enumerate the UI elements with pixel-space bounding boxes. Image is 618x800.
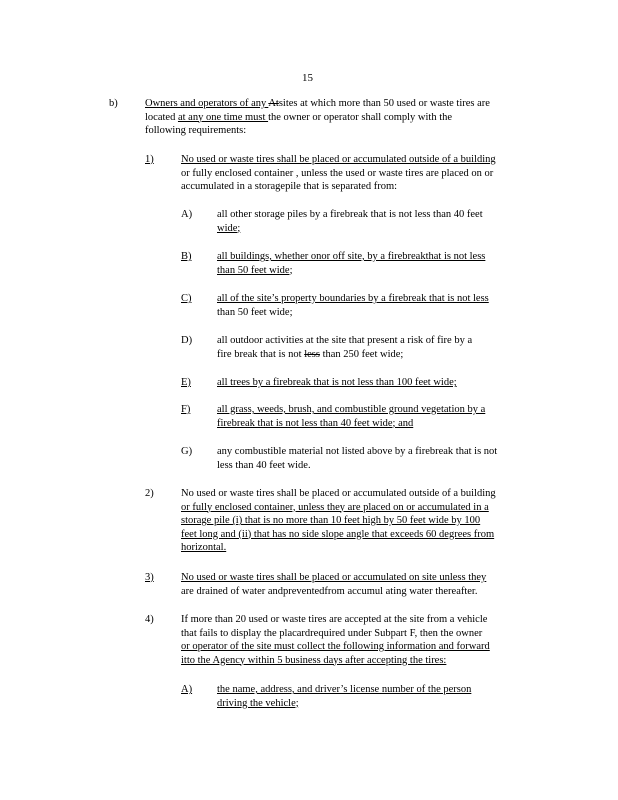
text-segment: sites at which more than 50 used or waste tires are [278, 98, 490, 109]
text-line [181, 487, 538, 501]
subsection-9-label: 3) [145, 572, 154, 583]
subsection-8-label: 2) [145, 488, 154, 499]
text-line [217, 697, 531, 711]
subsection-9-text [181, 571, 538, 598]
text-line [181, 541, 538, 555]
clause-7-text [217, 445, 531, 472]
text-line [217, 445, 531, 459]
clause-5-label: E) [181, 377, 191, 388]
clause-2-text [217, 250, 531, 277]
text-line [217, 292, 531, 306]
text-segment: or fully enclosed container , unless the used or waste tires are placed on or [181, 167, 494, 179]
clause-7-label: G) [181, 446, 193, 457]
clause-5-text [217, 376, 531, 390]
item-b-text [145, 97, 537, 138]
clause-1-label: A) [181, 209, 193, 220]
text-segment: than 50 feet wide; [217, 306, 293, 318]
text-line [181, 571, 538, 585]
inserted-text: all grass, weeds, brush, and combustible ground vegetation by a [217, 404, 486, 415]
text-line [217, 250, 531, 264]
clause-2-label: B) [181, 251, 192, 262]
text-segment: any combustible material not listed above by a firebreak that is not [217, 446, 498, 457]
text-line [217, 683, 531, 697]
subsection-0-label: 1) [145, 154, 154, 165]
text-segment: If more than 20 used or waste tires are accepted at the site from a vehicle [181, 614, 488, 625]
subsection-10-label: 4) [145, 614, 154, 625]
clause-11-label: A) [181, 684, 193, 695]
text-segment: following requirements: [145, 125, 247, 136]
clause-3-label: C) [181, 293, 192, 304]
text-segment: all outdoor activities at the site that present a risk of fire by a [217, 335, 473, 346]
inserted-text: or operator of the site must collect the following information and forward [181, 641, 490, 652]
text-line [181, 654, 538, 668]
text-line [181, 153, 538, 167]
subsection-8-text [181, 487, 538, 555]
inserted-text: driving the vehicle; [217, 697, 299, 709]
text-segment: the owner or operator shall comply with the [268, 111, 453, 123]
subsection-10-text [181, 613, 538, 667]
text-line [217, 417, 531, 431]
text-line [145, 111, 537, 125]
inserted-text: Owners and operators of any [145, 98, 269, 109]
inserted-text: all buildings, whether onor off site, by a firebreakthat is not less [217, 251, 486, 262]
clause-3-text [217, 292, 531, 319]
inserted-text: No used or waste tires shall be placed or accumulated outside of a building [181, 154, 496, 165]
inserted-text: than 50 feet wide; [217, 264, 293, 276]
text-line [181, 501, 538, 515]
text-line [181, 627, 538, 641]
page-number: 15 [302, 72, 313, 84]
inserted-text: the name, address, and driver’s license number of the person [217, 684, 472, 695]
text-line [217, 222, 531, 236]
deleted-text: At [268, 98, 279, 109]
inserted-text: all of the site’s property boundaries by a firebreak that is not less [217, 293, 489, 304]
text-segment: No used or waste tires shall be placed or accumulated outside of a building [181, 488, 496, 499]
text-segment: that fails to display the placardrequired under Subpart F, then the owner [181, 627, 483, 639]
text-line [217, 376, 531, 390]
inserted-text: at any one time must [177, 111, 269, 123]
inserted-text: storage pile (i) that is no more than 10 feet high by 50 feet wide by 100 [181, 515, 481, 526]
text-line [181, 514, 538, 528]
deleted-text: less [304, 348, 320, 360]
clause-6-label: F) [181, 404, 191, 415]
text-line [181, 613, 538, 627]
text-line [181, 528, 538, 542]
text-segment: are drained of water andpreventedfrom accumul ating water thereafter. [181, 585, 478, 597]
text-line [181, 640, 538, 654]
text-segment: fire break that is not [217, 348, 305, 360]
inserted-text: all trees by a firebreak that is not less than 100 feet wide; [217, 377, 457, 388]
clause-6-text [217, 403, 531, 430]
inserted-text: firebreak that is not less than 40 feet wide; and [217, 417, 414, 429]
text-line [145, 124, 537, 138]
text-line [217, 306, 531, 320]
text-segment: all other storage piles by a firebreak that is not less than 40 feet [217, 209, 483, 220]
text-line [217, 264, 531, 278]
inserted-text: wide; [217, 222, 241, 234]
clause-11-text [217, 683, 531, 710]
subsection-0-text [181, 153, 538, 194]
text-line [145, 97, 537, 111]
text-line [217, 208, 531, 222]
clause-1-text [217, 208, 531, 235]
text-line [181, 585, 538, 599]
text-segment: than 250 feet wide; [319, 348, 404, 360]
text-line [217, 403, 531, 417]
text-segment: less than 40 feet wide. [217, 459, 311, 471]
inserted-text: feet long and (ii) that has no side slope angle that exceeds 60 degrees from [181, 528, 495, 540]
text-line [217, 459, 531, 473]
text-line [181, 167, 538, 181]
text-line [217, 348, 531, 362]
inserted-text: horizontal. [181, 542, 227, 553]
clause-4-label: D) [181, 335, 193, 346]
text-segment: accumulated in a storagepile that is separated from: [181, 181, 398, 192]
inserted-text: or fully enclosed container, unless they are placed on or accumulated in a [181, 501, 489, 513]
text-line [181, 180, 538, 194]
clause-4-text [217, 334, 531, 361]
inserted-text: No used or waste tires shall be placed or accumulated on site unless they [181, 572, 487, 583]
inserted-text: itto the Agency within 5 business days after accepting the tires: [181, 654, 447, 666]
text-segment: located [145, 111, 178, 123]
item-b-label: b) [109, 98, 118, 109]
text-line [217, 334, 531, 348]
